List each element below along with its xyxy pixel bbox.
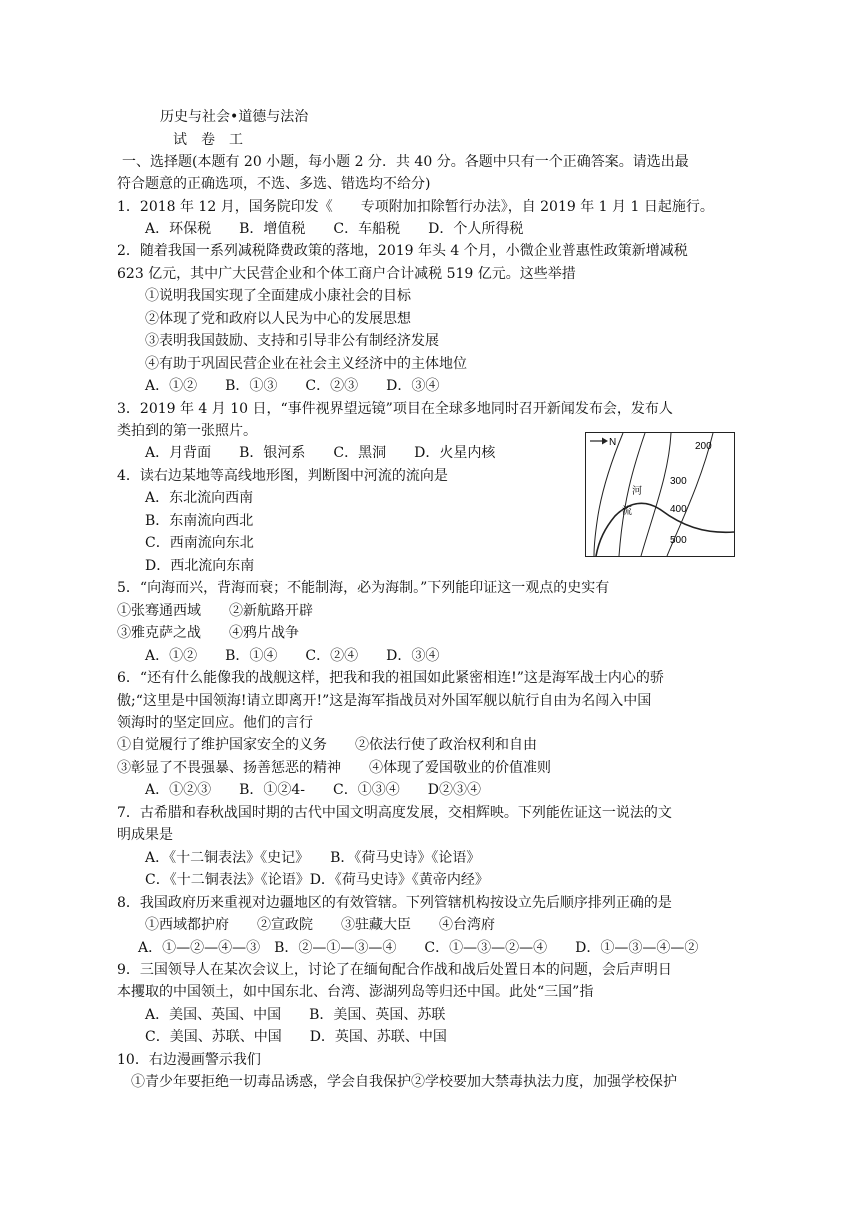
contour-map [585, 432, 735, 557]
question-5-statements-12: ①张骞通西域 ②新航路开辟 [117, 603, 313, 619]
question-4-option-b: B．东南流向西北 [145, 513, 254, 529]
question-2-statement-3: ③表明我国鼓励、支持和引导非公有制经济发展 [145, 333, 439, 349]
river-label-2: 流 [622, 506, 632, 517]
contour-label-200: 200 [695, 441, 712, 452]
question-6-stem-line3: 领海时的坚定回应。他们的言行 [117, 715, 313, 731]
question-2-statement-1: ①说明我国实现了全面建成小康社会的目标 [145, 288, 411, 304]
question-6-options: A．①②③ B．①②4- C．①③④ D②③④ [145, 782, 481, 798]
question-8-stem: 8．我国政府历来重视对边疆地区的有效管辖。下列管辖机构按设立先后顺序排列正确的是 [117, 895, 672, 911]
question-5-options: A．①② B．①④ C．②④ D．③④ [145, 648, 440, 664]
contour-label-300: 300 [670, 476, 687, 487]
question-8-items: ①西域都护府 ②宣政院 ③驻藏大臣 ④台湾府 [145, 917, 495, 933]
question-3-stem-line1: 3．2019 年 4 月 10 日，“事件视界望远镜”项目在全球多地同时召开新闻发布会，发布人 [117, 401, 673, 417]
question-4-stem: 4．读右边某地等高线地形图，判断图中河流的流向是 [117, 468, 448, 484]
question-6-stem-line2: 傲;“这里是中国领海!请立即离开!”这是海军指战员对外国军舰以航行自由为名闯入中国 [117, 693, 652, 709]
question-2-statement-2: ②体现了党和政府以人民为中心的发展思想 [145, 311, 411, 327]
question-7-options-ab: A．《十二铜表法》《史记》 B．《荷马史诗》《论语》 [145, 850, 481, 866]
question-2-statement-4: ④有助于巩固民营企业在社会主义经济中的主体地位 [145, 356, 467, 372]
question-9-stem-line1: 9．三国领导人在某次会议上，讨论了在缅甸配合作战和战后处置日本的问题，会后声明日 [117, 962, 672, 978]
question-4-option-c: C．西南流向东北 [145, 535, 254, 551]
question-2-stem-line2: 623 亿元，其中广大民营企业和个体工商户合计减税 519 亿元。这些举措 [117, 266, 576, 282]
question-5-statements-34: ③雅克萨之战 ④鸦片战争 [117, 625, 299, 641]
section-intro-line2: 符合题意的正确选项，不选、多选、错选均不给分) [117, 176, 431, 192]
contour-map-figure [585, 432, 735, 557]
question-6-statements-34: ③彰显了不畏强暴、扬善惩恶的精神 ④体现了爱国敬业的价值准则 [117, 760, 551, 776]
contour-label-500: 500 [670, 535, 687, 546]
section-intro-line1: 一、选择题(本题有 20 小题，每小题 2 分．共 40 分。各题中只有一个正确答案。请选出最 [122, 154, 689, 170]
question-4-option-a: A．东北流向西南 [145, 490, 254, 506]
question-7-options-cd: C．《十二铜表法》《论语》D．《荷马史诗》《黄帝内经》 [145, 872, 489, 888]
question-9-options-ab: A．美国、英国、中国 B．美国、英国、苏联 [145, 1007, 446, 1023]
question-2-stem-line1: 2．随着我国一系列减税降费政策的落地，2019 年头 4 个月，小微企业普惠性政策新增减税 [117, 243, 688, 259]
subject-title: 历史与社会•道德与法治 [160, 109, 309, 125]
north-label: N [609, 437, 617, 448]
question-6-statements-12: ①自觉履行了维护国家安全的义务 ②依法行使了政治权利和自由 [117, 737, 537, 753]
question-9-stem-line2: 本攫取的中国领土，如中国东北、台湾、澎湖列岛等归还中国。此处“三国”指 [117, 984, 594, 1000]
question-10-stem: 10．右边漫画警示我们 [117, 1052, 261, 1068]
question-3-stem-line2: 类拍到的第一张照片。 [117, 423, 257, 439]
question-7-stem-line2: 明成果是 [117, 827, 173, 843]
question-7-stem-line1: 7．古希腊和春秋战国时期的古代中国文明高度发展，交相辉映。下列能佐证这一说法的文 [117, 805, 672, 821]
question-9-options-cd: C．美国、苏联、中国 D．英国、苏联、中国 [145, 1029, 447, 1045]
question-1-stem: 1．2018 年 12 月，国务院印发《 专项附加扣除暂行办法》，自 2019 年 1 月 1 日起施行。 [117, 199, 714, 215]
paper-label: 试 卷 工 [173, 132, 243, 148]
question-4-option-d: D．西北流向东南 [145, 558, 255, 574]
river-label-1: 河 [632, 486, 642, 497]
question-5-stem: 5．“向海而兴，背海而衰；不能制海，必为海制。”下列能印证这一观点的史实有 [117, 580, 610, 596]
question-3-options: A．月背面 B．银河系 C．黑洞 D．火星内核 [145, 445, 496, 461]
question-2-options: A．①② B．①③ C．②③ D．③④ [145, 378, 440, 394]
question-8-options: A．①—②—④—③ B．②—①—③—④ C．①—③—②—④ D．①—③—④—② [138, 940, 699, 956]
question-1-options: A．环保税 B．增值税 C．车船税 D．个人所得税 [145, 221, 524, 237]
question-6-stem-line1: 6．“还有什么能像我的战舰这样，把我和我的祖国如此紧密相连!”这是海军战士内心的骄 [117, 670, 664, 686]
contour-label-400: 400 [670, 504, 687, 515]
question-10-statements-12: ①青少年要拒绝一切毒品诱惑，学会自我保护②学校要加大禁毒执法力度，加强学校保护 [131, 1074, 677, 1090]
